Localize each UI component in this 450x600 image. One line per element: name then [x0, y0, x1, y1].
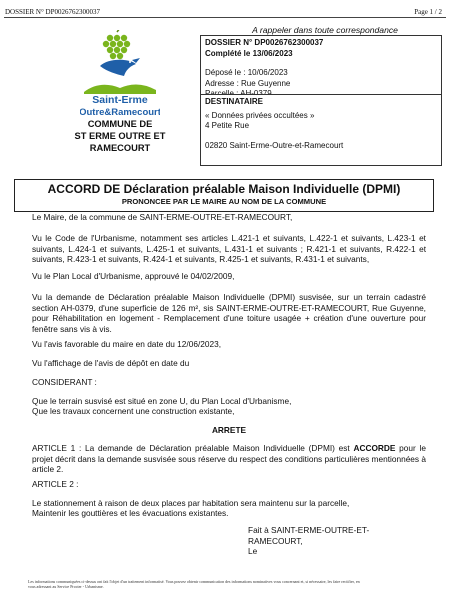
- destinataire-box: [200, 94, 442, 166]
- arrete-heading: ARRETE: [211, 425, 247, 435]
- logo-text-line1: Saint-Erme: [92, 94, 148, 106]
- document-subtitle: PRONONCEE PAR LE MAIRE AU NOM DE LA COMMUNE: [121, 197, 327, 206]
- dossier-depose-date: Déposé le : 10/06/2023: [205, 68, 288, 77]
- vu-plu-paragraph: Vu le Plan Local d'Urbanisme, approuvé le 04/02/2009,: [32, 271, 235, 281]
- commune-logo: [80, 30, 160, 120]
- header-dossier: DOSSIER N° DP0026762300037: [5, 8, 100, 16]
- vu-avis-paragraph: Vu l'avis favorable du maire en date du 12/06/2023,: [32, 339, 222, 349]
- considerant-heading: CONSIDERANT :: [32, 377, 97, 387]
- commune-name: COMMUNE DE ST ERME OUTRE ET RAMECOURT: [74, 119, 166, 153]
- logo-text-line2: Outre&Ramecourt: [80, 107, 160, 118]
- destinataire-city: 02820 Saint-Erme-Outre-et-Ramecourt: [205, 140, 344, 150]
- destinataire-label: DESTINATAIRE: [205, 97, 263, 106]
- destinataire-name: « Données privées occultées »: [205, 110, 315, 120]
- vu-demande-paragraph: Vu la demande de Déclaration préalable Maison Individuelle (DPMI) susvisée, sur un terrain cadastré section AH-0379, d'une superficie de 126 m², sis SAINT-ERME-OUTRE-ET-RAMECOURT, Rue Guyenne, pour Réhabilitation en logement - Remplacement d'une toiture usagée + création d'une ouverture pour fenêtre sans vis à vis.: [32, 292, 426, 334]
- article-2-heading: ARTICLE 2 :: [32, 479, 79, 489]
- header-page: Page 1 / 2: [414, 8, 442, 16]
- considerant-line-2: Que les travaux concernent une construction existante,: [32, 406, 235, 416]
- intro-paragraph: Le Maire, de la commune de SAINT-ERME-OUTRE-ET-RAMECOURT,: [32, 212, 293, 222]
- rappel-note: A rappeler dans toute correspondance: [252, 25, 398, 35]
- dossier-adresse: Adresse : Rue Guyenne: [205, 78, 291, 88]
- header-divider: [4, 17, 446, 18]
- considerant-line-1: Que le terrain susvisé est situé en zone U, du Plan Local d'Urbanisme,: [32, 396, 292, 406]
- article-2-line-2: Maintenir les gouttières et les évacuations existantes.: [32, 508, 229, 518]
- dossier-complete-date: Complété le 13/06/2023: [205, 48, 293, 58]
- vu-code-paragraph: Vu le Code de l'Urbanisme, notamment ses articles L.421-1 et suivants, L.422-1 et suivants, L.423-1 et suivants, L.424-1 et suivants, L.425-1 et suivants, L.431-1 et suivants ; R.421-1 et suivants, R.422-1 et suivants, R.423-1 et suivants, R.424-1 et suivants, R.425-1 et suivants, R.431-1 et suivants,: [32, 233, 426, 265]
- footer-notice: Les informations communiquées ci-dessus ont fait l'objet d'un traitement informatisé. Vous pouvez obtenir communication des informations nominatives vous concernant et, si nécessaire, les faire rectifier, en vous adressant au Service Procter - Urbanisme.: [28, 579, 360, 589]
- dossier-number: DOSSIER N° DP0026762300037: [205, 38, 324, 47]
- signature-block: Fait à SAINT-ERME-OUTRE-ET- RAMECOURT, Le: [248, 525, 370, 557]
- article-1: ARTICLE 1 : La demande de Déclaration préalable Maison Individuelle (DPMI) est ACCORDE pour le projet décrit dans la demande susvisée sous réserve du respect des conditions particulières mentionnées à article 2.: [32, 443, 426, 475]
- destinataire-street: 4 Petite Rue: [205, 121, 250, 130]
- article-2-line-1: Le stationnement à raison de deux places par habitation sera maintenu sur la parcelle,: [32, 498, 350, 508]
- logo-emblem-icon: [80, 30, 160, 120]
- document-title: ACCORD DE Déclaration préalable Maison Individuelle (DPMI): [47, 182, 401, 196]
- vu-affichage-paragraph: Vu l'affichage de l'avis de dépôt en date du: [32, 358, 190, 368]
